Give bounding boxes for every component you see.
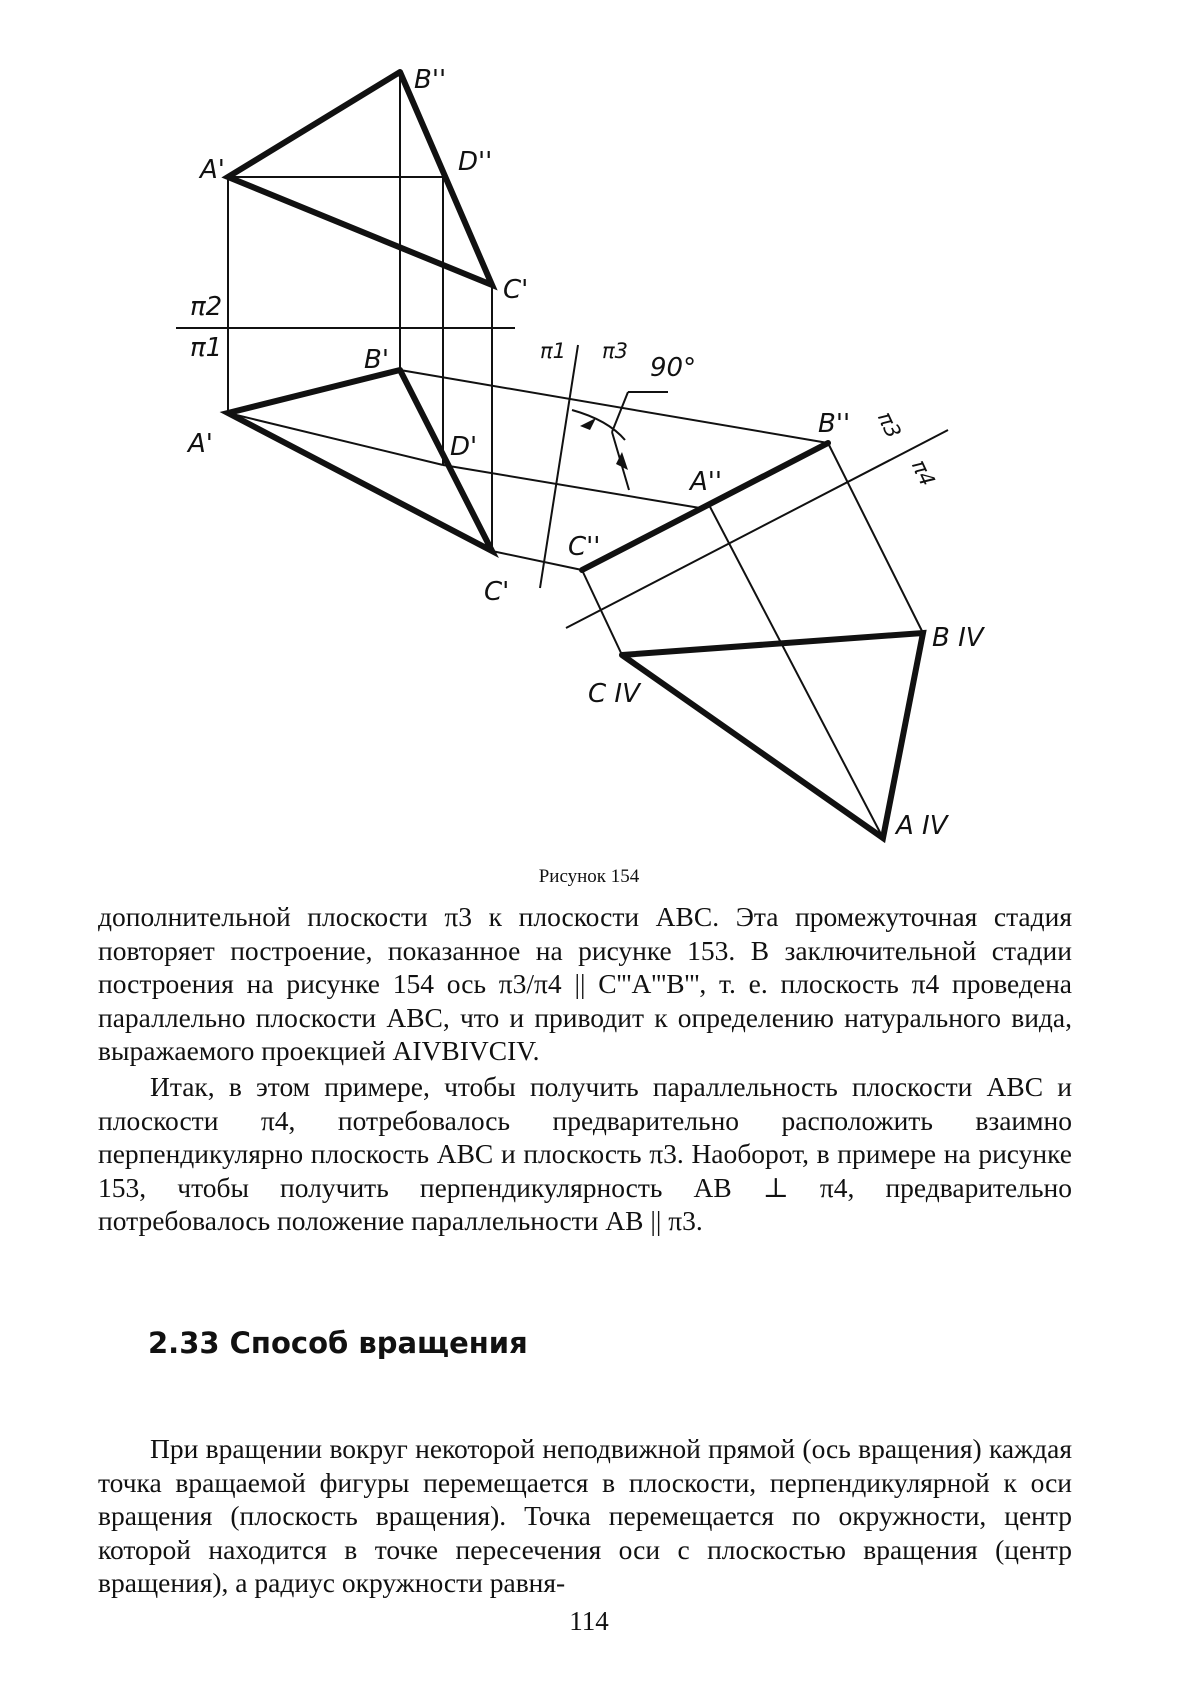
- section-heading: 2.33 Способ вращения: [148, 1326, 528, 1360]
- triangle-true-shape: [622, 633, 923, 838]
- label-C3: C'': [568, 532, 601, 562]
- page-number: 114: [569, 1606, 609, 1636]
- paragraph-3: При вращении вокруг некоторой неподвижной прямой (ось вращения) каждая точка вращаемой фигуры перемещается в плоскости, перпендикулярной к оси вращения (плоскость вращения). Точка перемещается по окружности, центр которой находится в точке пересечения оси с плоскостью вращения (центр вращения), а радиус окружности равня-: [98, 1433, 1072, 1598]
- triangle-frontal: [228, 72, 492, 285]
- label-B4: B IV: [932, 623, 984, 653]
- label-B3: B'': [818, 409, 851, 439]
- proj-c3-c4: [582, 570, 622, 655]
- right-angle-arc: [572, 410, 625, 440]
- paragraph-2: Итак, в этом примере, чтобы получить параллельность плоскости ABC и плоскости π4, потребовалось предварительно расположить взаимно перпендикулярно плоскость ABC и плоскость π3. Наоборот, в примере на рисунке 153, чтобы получить перпендикулярность AB ⊥ π4, предварительно потребовалось положение параллельности AB || π3.: [98, 1071, 1072, 1236]
- figure-caption: Рисунок 154: [538, 866, 640, 887]
- d1-to-a3: [443, 465, 700, 508]
- label-pi3a: π3: [602, 339, 629, 363]
- label-C4: C IV: [588, 679, 640, 709]
- label-C1: C': [484, 577, 510, 607]
- paragraph-1: дополнительной плоскости π3 к плоскости ABC. Эта промежуточная стадия повторяет построение, показанное на рисунке 153. В заключительной стадии построения на рисунке 154 ось π3/π4 || C'''A'''B''', т. е. плоскость π4 проведена параллельно плоскости ABC, что и приводит к определению натурального вида, выражаемого проекцией AIVBIVCIV.: [98, 901, 1072, 1066]
- label-pi1a: π1: [190, 333, 223, 363]
- label-pi2: π2: [190, 292, 223, 322]
- label-pi3b: π3: [872, 408, 906, 442]
- label-A1: A': [188, 429, 213, 459]
- label-B2: B'': [414, 65, 447, 95]
- angle-leader: [612, 392, 628, 432]
- proj-a3-a4: [708, 503, 883, 838]
- label-A4: A IV: [896, 811, 948, 841]
- proj-b3-b4: [828, 443, 923, 633]
- label-pi1b: π1: [540, 339, 567, 363]
- label-B1: B': [364, 345, 389, 375]
- label-D1: D': [450, 432, 478, 462]
- label-C2: C': [503, 275, 529, 305]
- a1-d1-line: [228, 413, 443, 465]
- label-A2: A': [200, 155, 225, 185]
- label-pi4: π4: [906, 456, 940, 490]
- label-D2: D'': [458, 147, 493, 177]
- label-A3: A'': [690, 467, 723, 497]
- angle-arrow: [580, 418, 596, 430]
- label-angle: 90°: [650, 353, 697, 383]
